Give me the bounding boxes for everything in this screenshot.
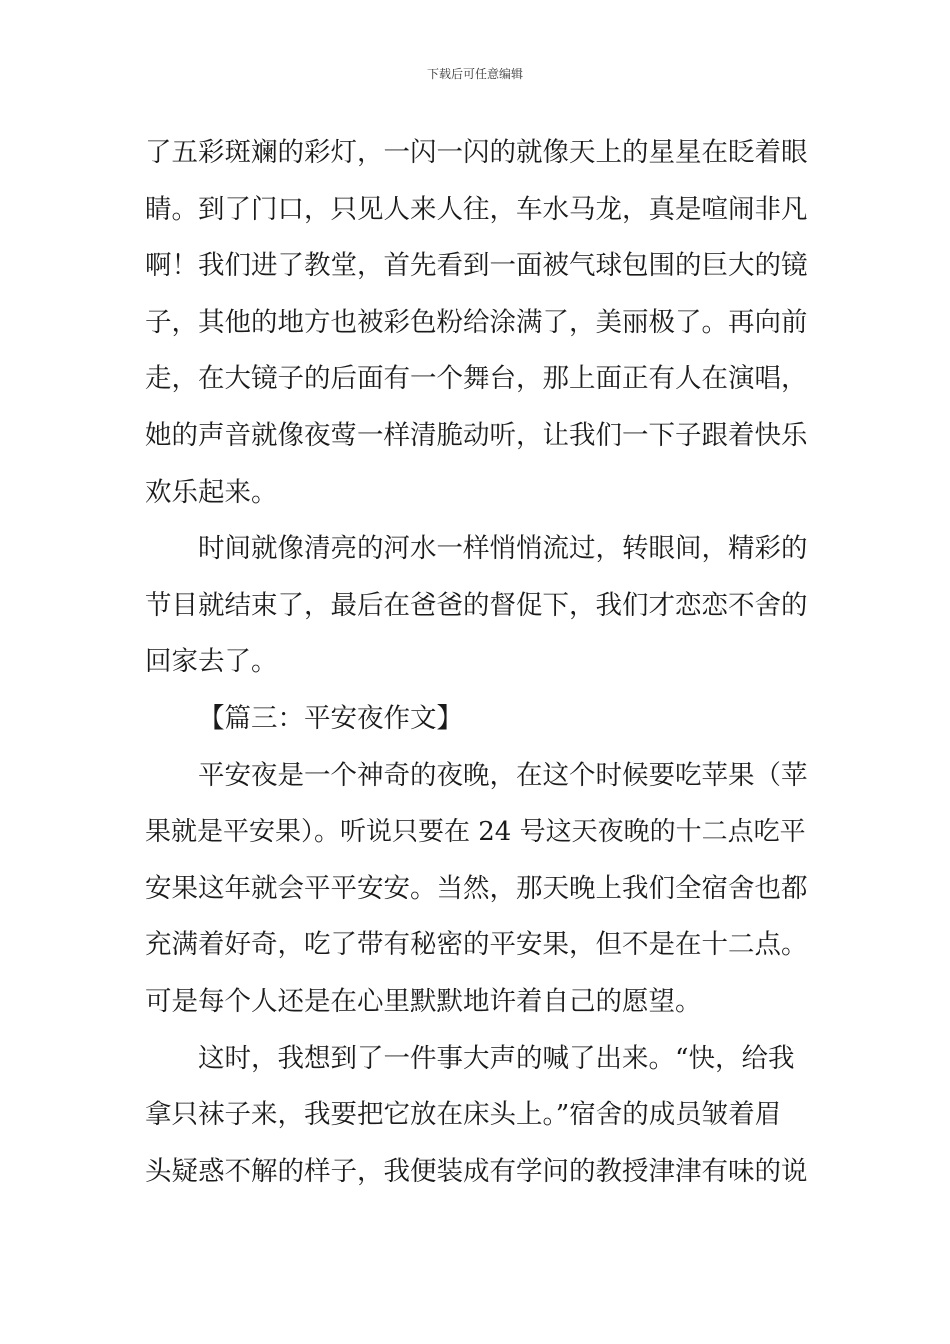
paragraph-start-line: 平安夜是一个神奇的夜晚，在这个时候要吃苹果（苹 xyxy=(198,759,808,791)
paragraph-start-line: 时间就像清亮的河水一样悄悄流过，转眼间，精彩的 xyxy=(198,533,808,565)
text-line: 啊！我们进了教堂，首先看到一面被气球包围的巨大的镜 xyxy=(145,250,808,282)
paragraph-start-line: 这时，我想到了一件事大声的喊了出来。“快，给我 xyxy=(198,1042,795,1074)
text-line: 安果这年就会平平安安。当然，那天晚上我们全宿舍也都 xyxy=(145,872,808,904)
text-line: 欢乐起来。 xyxy=(145,476,278,508)
text-line: 可是每个人还是在心里默默地许着自己的愿望。 xyxy=(145,985,702,1017)
text-line: 节目就结束了，最后在爸爸的督促下，我们才恋恋不舍的 xyxy=(145,589,808,621)
page-header: 下载后可任意编辑 xyxy=(426,67,523,81)
text-line: 拿只袜子来，我要把它放在床头上。”宿舍的成员皱着眉 xyxy=(145,1099,782,1131)
section-heading: 【篇三：平安夜作文】 xyxy=(198,702,463,734)
text-line: 头疑惑不解的样子，我便装成有学问的教授津津有味的说 xyxy=(145,1155,808,1187)
text-line: 了五彩斑斓的彩灯，一闪一闪的就像天上的星星在眨着眼 xyxy=(145,137,808,168)
body-text xyxy=(145,131,809,1206)
text-line: 子，其他的地方也被彩色粉给涂满了，美丽极了。再向前 xyxy=(145,306,808,338)
text-line: 她的声音就像夜莺一样清脆动听，让我们一下子跟着快乐 xyxy=(145,419,808,451)
text-line: 回家去了。 xyxy=(145,646,278,678)
text-line: 果就是平安果）。听说只要在 24 号这天夜晚的十二点吃平 xyxy=(145,817,806,848)
text-line: 走，在大镜子的后面有一个舞台，那上面正有人在演唱， xyxy=(145,363,808,395)
text-line: 睛。到了门口，只见人来人往，车水马龙，真是喧闹非凡 xyxy=(145,193,808,225)
text-line: 充满着好奇，吃了带有秘密的平安果，但不是在十二点。 xyxy=(145,929,808,961)
